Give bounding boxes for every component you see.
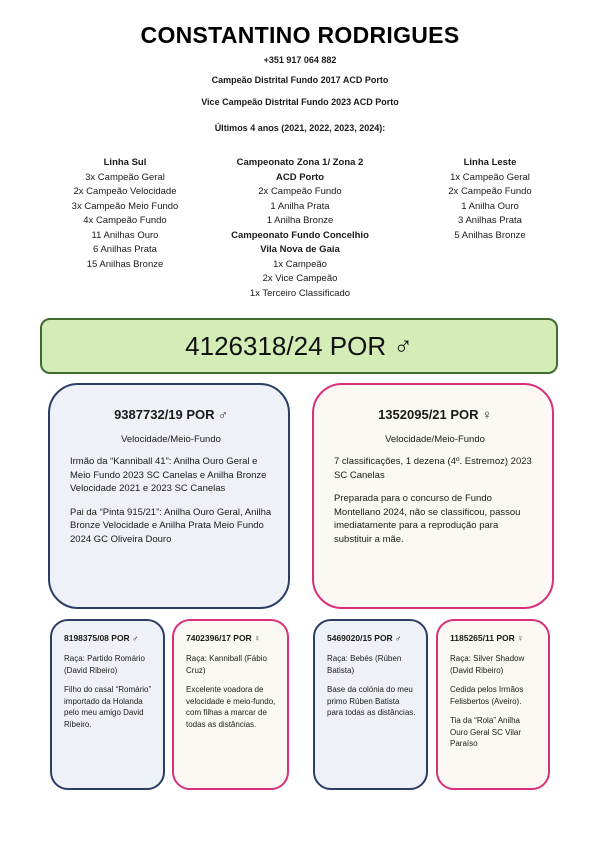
list-item: 5 Anilhas Bronze — [454, 229, 526, 241]
grandparent-breed: Raça: Silver Shadow (David Ribeiro) — [450, 654, 525, 675]
grandparent-breed: Raça: Partido Romário (David Ribeiro) — [64, 654, 145, 675]
list-item: 3x Campeão Geral — [85, 171, 165, 183]
list-item: 1x Terceiro Classificado — [249, 287, 351, 299]
grandmother-paternal-card — [172, 619, 289, 790]
list-item: 1 Anilha Prata — [270, 200, 330, 212]
grandparent-notes: Excelente voadora de velocidade e meio-fundo, com filhas a marcar de todas as distâncias. — [186, 685, 276, 729]
list-item: 11 Anilhas Ouro — [91, 229, 159, 241]
grandparent-notes: Cedida pelos Irmãos Felisbertos (Aveiro). — [450, 685, 524, 706]
list-item: 6 Anilhas Prata — [93, 244, 157, 255]
column-linha-leste — [410, 156, 570, 243]
grandmother-maternal-card — [436, 619, 550, 790]
main-bird-box — [40, 318, 558, 374]
father-text-1: Irmão da “Kanniball 41”: Anilha Ouro Geral e Meio Fundo 2023 SC Canelas e Anilha Bronze Velocidade 2021 e 2023 SC Canelas — [70, 456, 267, 494]
column-heading: Campeonato Zona 1/ Zona 2 — [236, 157, 364, 168]
mother-ring-number: 1352095/21 POR ♀ — [378, 407, 492, 422]
list-item: 2x Campeão Velocidade — [73, 186, 177, 197]
column-heading: Linha Leste — [463, 157, 517, 168]
column-linha-sul — [40, 156, 210, 272]
column-heading: Vila Nova de Gaia — [260, 244, 340, 255]
list-item: 1 Anilha Ouro — [461, 200, 519, 212]
column-heading: Campeonato Fundo Concelhio — [231, 229, 369, 241]
title-vice-champion: Vice Campeão Distrital Fundo 2023 ACD Porto — [201, 97, 399, 107]
grandfather-maternal-card — [313, 619, 428, 790]
grandparent-ring-number: 5469020/15 POR ♂ — [327, 633, 402, 643]
grandparent-notes: Base da colónia do meu primo Rúben Batista para todas as distâncias. — [327, 685, 416, 717]
list-item: 2x Campeão Fundo — [448, 186, 532, 197]
grandparent-notes-2: Tia da “Rola” Anilha Ouro Geral SC Vilar Paraíso — [450, 716, 521, 748]
list-item: 3x Campeão Meio Fundo — [71, 200, 179, 212]
grandfather-paternal-card — [50, 619, 165, 790]
father-ring-number: 9387732/19 POR ♂ — [114, 407, 228, 422]
mother-text-2: Preparada para o concurso de Fundo Montellano 2024, não se classificou, passou imediatamente para a reprodução para substituir a mãe. — [334, 493, 521, 545]
grandparent-notes: Filho do casal “Romário” importado da Holanda pelo meu amigo David Ribeiro. — [64, 685, 152, 729]
column-heading: ACD Porto — [275, 171, 325, 183]
mother-discipline: Velocidade/Meio-Fundo — [385, 434, 485, 445]
list-item: 2x Campeão Fundo — [258, 186, 342, 197]
list-item: 2x Vice Campeão — [262, 273, 338, 284]
list-item: 1x Campeão Geral — [450, 171, 530, 183]
mother-card — [312, 383, 554, 609]
main-ring-number: 4126318/24 POR ♂ — [185, 330, 413, 361]
list-item: 1x Campeão — [273, 258, 327, 270]
column-heading: Linha Sul — [103, 157, 147, 168]
list-item: 15 Anilhas Bronze — [86, 258, 164, 270]
grandparent-ring-number: 7402396/17 POR ♀ — [186, 633, 261, 643]
title-district-champion: Campeão Distrital Fundo 2017 ACD Porto — [211, 75, 389, 85]
owner-name: CONSTANTINO RODRIGUES — [140, 22, 460, 48]
owner-phone: +351 917 064 882 — [263, 55, 337, 65]
list-item: 3 Anilhas Prata — [458, 215, 522, 226]
list-item: 4x Campeão Fundo — [83, 215, 167, 226]
father-discipline: Velocidade/Meio-Fundo — [121, 434, 221, 445]
grandparent-ring-number: 1185265/11 POR ♀ — [450, 633, 524, 643]
grandparent-ring-number: 8198375/08 POR ♂ — [64, 633, 139, 643]
grandparent-breed: Raça: Bebés (Rúben Batista) — [327, 654, 402, 675]
years-heading: Últimos 4 anos (2021, 2022, 2023, 2024): — [214, 123, 386, 133]
grandparent-breed: Raça: Kanniball (Fábio Cruz) — [186, 654, 267, 675]
mother-text-1: 7 classificações, 1 dezena (4º. Estremoz) 2023 SC Canelas — [334, 456, 532, 481]
father-text-2: Pai da “Pinta 915/21”: Anilha Ouro Geral, Anilha Bronze Velocidade e Anilha Prata Meio Fundo 2024 GC Oliveira Douro — [70, 506, 272, 545]
father-card — [48, 383, 290, 609]
list-item: 1 Anilha Bronze — [266, 215, 334, 226]
page-header — [0, 22, 600, 133]
column-zona — [200, 156, 400, 301]
